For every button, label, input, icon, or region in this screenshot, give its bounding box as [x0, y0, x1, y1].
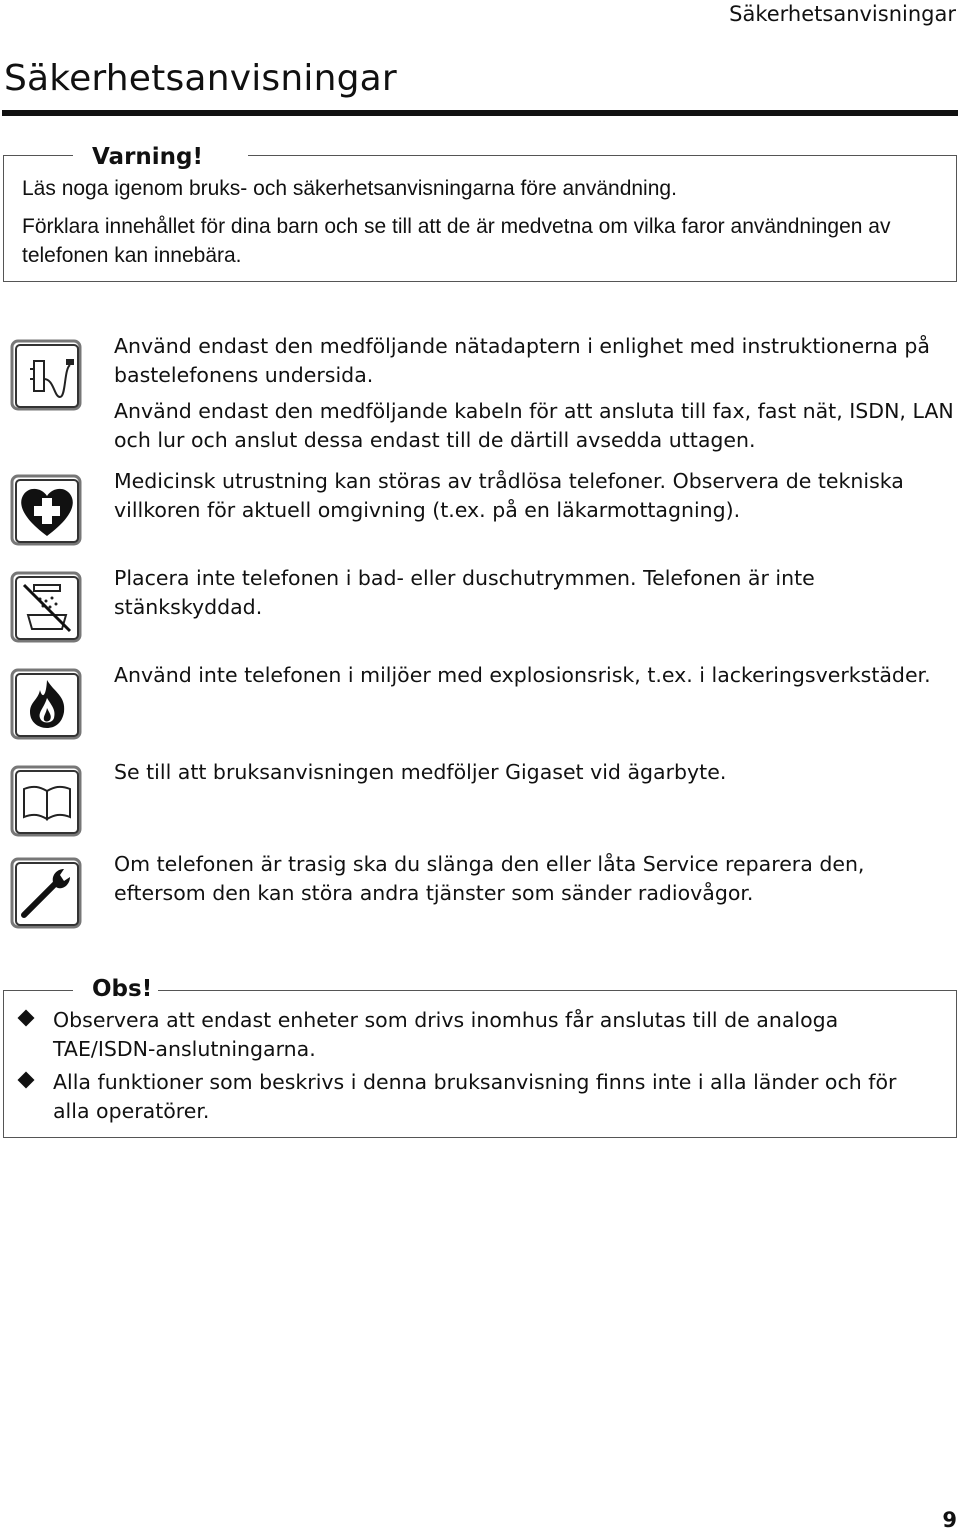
wrench-icon — [10, 857, 84, 931]
note-bullet-text: Alla funktioner som beskrivs i denna bruksanvisning finns inte i alla länder och för alla operatörer. — [53, 1070, 897, 1123]
medical-heart-icon — [10, 474, 84, 548]
page-number: 9 — [942, 1508, 957, 1532]
item-repair-text: Om telefonen är trasig ska du slänga den eller låta Service reparera den, eftersom den kan störa andra tjänster som sänder radiovågor. — [114, 852, 865, 905]
explosion-fire-icon — [10, 668, 84, 742]
note-heading: Obs! — [92, 976, 153, 1002]
item-cable-text: Använd endast den medföljande kabeln för att ansluta till fax, fast nät, ISDN, LAN och lur och anslut dessa endast till de därtill avsedda uttagen. — [114, 399, 954, 452]
running-header: Säkerhetsanvisningar — [729, 2, 956, 26]
item-explosion-text: Använd inte telefonen i miljöer med explosionsrisk, t.ex. i lackeringsverkstäder. — [114, 663, 931, 687]
item-manual-text: Se till att bruksanvisningen medföljer Gigaset vid ägarbyte. — [114, 760, 727, 784]
page-title: Säkerhetsanvisningar — [4, 58, 397, 99]
warning-paragraph-2: Förklara innehållet för dina barn och se till att de är medvetna om vilka faror användningen av telefonen kan innebära. — [22, 215, 891, 267]
no-water-icon — [10, 571, 84, 645]
item-medical-text: Medicinsk utrustning kan störas av trådlösa telefoner. Observera de tekniska villkoren för aktuell omgivning (t.ex. på en läkarmottagning). — [114, 469, 904, 522]
warning-paragraph-1: Läs noga igenom bruks- och säkerhetsanvisningarna före användning. — [22, 177, 677, 200]
warning-heading: Varning! — [92, 144, 203, 170]
item-power-adapter-text: Använd endast den medföljande nätadaptern i enlighet med instruktionerna på bastelefonens undersida. — [114, 334, 930, 387]
title-rule — [2, 110, 958, 116]
item-water-text: Placera inte telefonen i bad- eller duschutrymmen. Telefonen är inte stänkskyddad. — [114, 566, 815, 619]
power-adapter-icon — [10, 339, 84, 413]
note-bullet-text: Observera att endast enheter som drivs inomhus får anslutas till de analoga TAE/ISDN-anslutningarna. — [53, 1008, 839, 1061]
book-icon — [10, 765, 84, 839]
